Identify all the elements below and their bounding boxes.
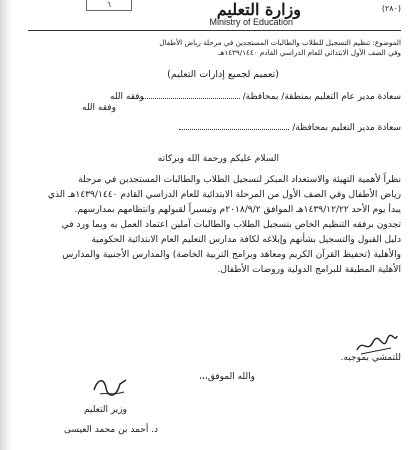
greeting: السلام عليكم ورحمة الله وبركاته (157, 154, 279, 164)
initials-signature-right (353, 330, 399, 358)
subject-line-1: الموضوع: تنظيم التسجيل للطلاب والطالبات المستجدين في مرحلة رياض الأطفال (159, 38, 401, 47)
body-line-4: تجدون برفقه التنظيم الخاص بتسجيل الطلاب والطالبات آملين اعتماد العمل به وبما ورد في (61, 220, 401, 230)
signatory-name: د. أحمد بن محمد العيسى (64, 425, 159, 435)
addressee-text-2: سعادة مدير التعليم بمحافظة (295, 123, 401, 133)
signatory-title: وزير التعليم (84, 405, 128, 415)
addressee-dotted-1 (130, 98, 240, 99)
page-number-box: ٦ (86, 0, 132, 11)
addressee-closing-1: وفقه الله (110, 92, 144, 102)
reference-number: (٢٨٠) (381, 4, 401, 13)
addressee-dotted-2 (179, 129, 289, 130)
scan-shadow (0, 0, 12, 450)
minister-signature (90, 372, 130, 402)
circular-title: (تعميم لجميع إدارات التعليم) (167, 69, 279, 80)
addressee-closing-2: وفقه الله (82, 103, 116, 113)
addressee-text-1: سعادة مدير عام التعليم بمنطقة/ بمحافظة (245, 92, 401, 102)
ministry-name-arabic: وزارة التعليم (216, 0, 301, 19)
subject-line-2: وفي الصف الأول الابتدائي للعام الدراسي القادم ١٤٣٩/١٤٤٠هـ (218, 48, 401, 57)
body-line-5: دليل القبول والتسجيل بشأنهم وإبلاغه لكافة مدارس التعليم العام الابتدائية الحكومية (91, 235, 401, 245)
body-line-1: نظراً لأهمية التهيئة والاستعداد المبكر لتسجيل الطلاب والطالبات المستجدين في مرحلة (78, 175, 401, 185)
ministry-name-english: Ministry of Education (209, 17, 293, 27)
header-divider (28, 30, 401, 31)
body-line-6: والأهلية (تحفيظ القرآن الكريم ومعاهد وبرامج التربية الخاصة) والمدارس الأجنبية والمدارس (62, 250, 401, 260)
closing-instruction: للتمشي بموجبه. (340, 353, 401, 363)
addressee-line-1: سعادة مدير عام التعليم بمنطقة/ بمحافظة/ (130, 92, 401, 102)
body-line-7: الأهلية المطبقة للبرامج الدولية وروضات الأطفال. (217, 265, 401, 275)
body-line-3: يبدأ يوم الأحد ١٤٣٩/١٢/٢٢هـ الموافق ٢٠١٨/٩/٢م وتيسيراً لقبولهم وانتظامهم بمدارسهم. (74, 205, 401, 215)
closing-prayer: والله الموفق،،، (199, 372, 255, 382)
addressee-line-2: سعادة مدير التعليم بمحافظة/ (179, 123, 401, 133)
body-line-2: رياض الأطفال وفي الصف الأول من المرحلة الابتدائية للعام الدراسي القادم ١٤٣٩/١٤٤٠هـ الذي (47, 190, 401, 200)
